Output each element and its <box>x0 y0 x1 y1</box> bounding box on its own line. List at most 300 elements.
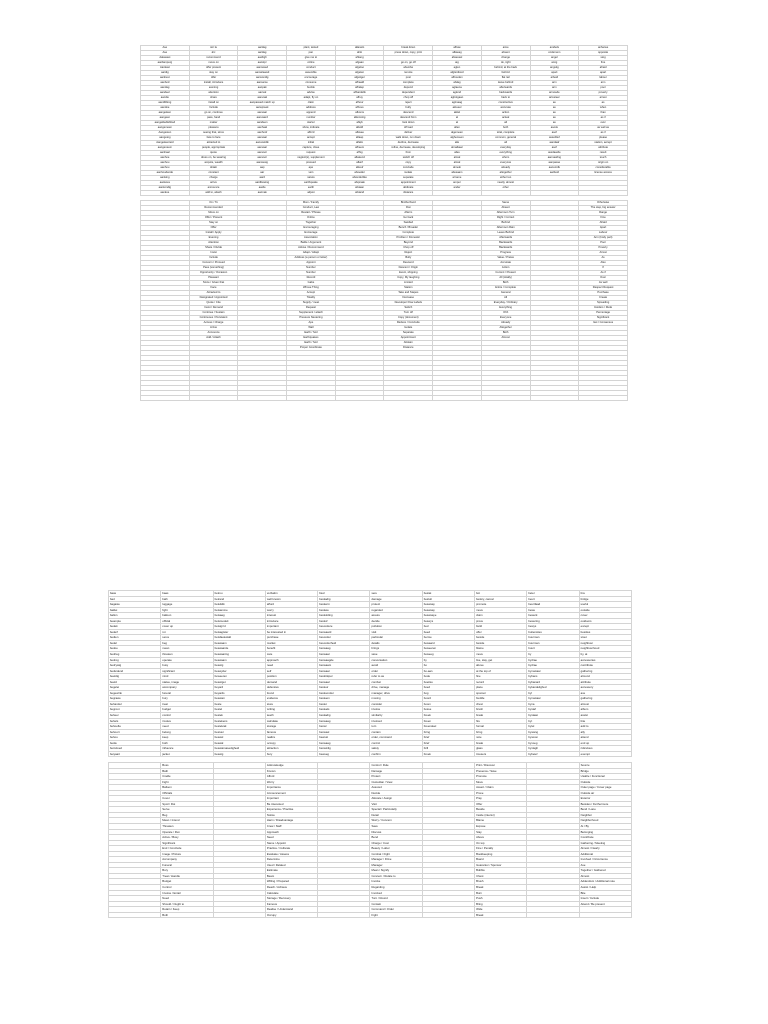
word-cell: al <box>433 121 482 126</box>
word-cell: sere <box>370 591 422 597</box>
gloss-cell <box>579 912 631 918</box>
word-cell: distance <box>384 191 433 196</box>
word-cell: share <box>189 96 238 101</box>
word-cell: poverty <box>579 91 628 96</box>
word-cell: introduce <box>265 618 317 624</box>
word-cell: aanbest <box>141 76 190 81</box>
word-cell: bytel <box>527 724 579 730</box>
gloss-cell: Poverty <box>579 246 628 251</box>
word-cell: initial <box>287 141 336 146</box>
gloss-cell: Afterwards <box>481 236 530 241</box>
word-cell: byna <box>527 701 579 707</box>
word-cell: outside <box>579 607 631 613</box>
gloss-cell: Purchase <box>579 291 628 296</box>
word-cell: altesaam <box>433 171 482 176</box>
word-cell: mind <box>161 674 213 680</box>
gloss-cell: Wall <box>287 326 336 331</box>
word-cell: bo-aan <box>422 668 474 674</box>
word-cell: Aangeleenteid <box>141 141 190 146</box>
word-cell: visit <box>370 629 422 635</box>
gloss-cell: Earthquakes <box>287 336 336 341</box>
word-cell: afhig <box>335 151 384 156</box>
word-cell: aarmak <box>238 191 287 196</box>
gloss-cell: Break <box>475 912 527 918</box>
word-cell: beide <box>109 740 161 746</box>
word-cell: aarbeid <box>530 171 579 176</box>
word-cell: apart <box>530 71 579 76</box>
gloss-cell <box>527 912 579 918</box>
word-cell: off load <box>384 126 433 131</box>
gloss-cell: Quote / Cite <box>189 301 238 306</box>
gloss-cell: Descent / Origin <box>384 266 433 271</box>
word-cell: aanvaard <box>238 116 287 121</box>
word-cell: people, appropriate <box>189 146 238 151</box>
word-cell: refine, decrease, developing <box>384 146 433 151</box>
word-cell: damage <box>370 596 422 602</box>
gloss-cell: Funeral <box>161 862 213 868</box>
gloss-cell: Source <box>579 762 631 768</box>
word-cell: either too <box>481 176 530 181</box>
word-cell: ärc <box>189 51 238 56</box>
word-cell: control <box>370 740 422 746</box>
word-cell: turn <box>370 724 422 730</box>
word-cell: moving <box>370 696 422 702</box>
word-cell: bode <box>422 674 474 680</box>
word-cell: number <box>287 116 336 121</box>
word-cell: boeitsu <box>422 679 474 685</box>
word-cell: as <box>579 101 628 106</box>
word-cell: aglrolgaan <box>433 96 482 101</box>
word-cell: byvoeg <box>527 740 579 746</box>
word-cell: ansbels <box>530 46 579 51</box>
gloss-cell: Absent <box>481 206 530 211</box>
gloss-cell: Involved / Occurrence <box>579 857 631 863</box>
gloss-cell: Number <box>287 266 336 271</box>
word-cell: labour <box>579 76 628 81</box>
gloss-cell: Bend / Lane <box>579 807 631 813</box>
word-cell: aanhou <box>141 166 190 171</box>
gloss-cell: Continuous / Persistent <box>189 316 238 321</box>
gloss-cell: Allocate / Assign <box>370 796 422 802</box>
word-cell: be interested in <box>265 629 317 635</box>
word-cell: beampte <box>109 618 161 624</box>
word-cell: move <box>475 607 527 613</box>
gloss-cell: Move <box>475 779 527 785</box>
word-cell: beswaag <box>318 740 370 746</box>
word-cell: ballon <box>109 613 161 619</box>
gloss-cell: Custodian / View <box>370 779 422 785</box>
word-cell: constant <box>189 171 238 176</box>
word-cell: protect <box>370 602 422 608</box>
word-cell: Aakasset <box>141 56 190 61</box>
word-cell: outdoors <box>579 618 631 624</box>
gloss-cell: Record <box>287 276 336 281</box>
gloss-cell: Chop off <box>384 246 433 251</box>
gloss-cell: Attention <box>189 241 238 246</box>
word-cell: all <box>481 141 530 146</box>
word-cell: calculate <box>265 718 317 724</box>
word-cell: bridge <box>579 596 631 602</box>
gloss-cell: Assured <box>370 785 422 791</box>
word-cell: leave behind <box>481 81 530 86</box>
gloss-cell: Arrest <box>579 251 628 256</box>
word-cell: aime <box>481 46 530 51</box>
word-cell: other <box>481 186 530 191</box>
word-cell: claim <box>287 101 336 106</box>
word-cell: avoid <box>370 663 422 669</box>
word-cell: writing <box>265 707 317 713</box>
word-cell: operate <box>161 657 213 663</box>
word-cell: aanval <box>238 91 287 96</box>
word-cell: baas <box>109 591 161 597</box>
gloss-cell: Outer page / Cover page <box>579 785 631 791</box>
word-cell: afkoms <box>335 111 384 116</box>
word-cell: ahlo <box>335 51 384 56</box>
word-cell: allanelo <box>335 46 384 51</box>
gloss-cell: Turn / Round <box>370 896 422 902</box>
gloss-cell: Determine <box>265 857 317 863</box>
word-cell: break down <box>384 46 433 51</box>
word-cell: bed <box>422 624 474 630</box>
word-cell: statue, image <box>161 679 213 685</box>
gloss-cell: Should / Ought to <box>161 901 213 907</box>
word-cell: control <box>161 713 213 719</box>
gloss-cell: Calculate <box>265 890 317 896</box>
gloss-cell: Storage / Recovery <box>265 896 317 902</box>
word-cell: remote <box>384 71 433 76</box>
word-cell: significant <box>161 668 213 674</box>
word-cell: aangeen <box>141 116 190 121</box>
word-cell: beskuf <box>318 618 370 624</box>
word-cell: beside <box>475 635 527 641</box>
word-cell: beyard <box>213 685 265 691</box>
word-cell: poor <box>579 86 628 91</box>
word-cell: aarde <box>238 186 287 191</box>
word-cell: aardigh <box>238 56 287 61</box>
word-cell: conduct <box>287 66 336 71</box>
word-cell: as <box>530 116 579 121</box>
gloss-cell: Worry <box>265 779 317 785</box>
gloss-cell: Same <box>481 201 530 206</box>
word-cell: asof <box>530 146 579 151</box>
word-cell: add to <box>579 724 631 730</box>
word-cell: accessory <box>579 685 631 691</box>
word-cell: beiyaart <box>109 751 161 757</box>
word-cell: funeral <box>161 690 213 696</box>
gloss-cell: Spoil / Rot <box>161 801 213 807</box>
word-cell: appointment <box>384 181 433 186</box>
word-cell: afgaan <box>335 61 384 66</box>
gloss-cell: Significant <box>161 840 213 846</box>
gloss-cell: Bench / Broader <box>384 226 433 231</box>
word-cell: belong <box>161 729 213 735</box>
word-cell: al tame <box>433 176 482 181</box>
word-cell: above <box>475 663 527 669</box>
word-cell: axe <box>579 690 631 696</box>
word-cell: ondernem <box>530 51 579 56</box>
word-cell: beswaagde <box>318 657 370 663</box>
gloss-cell: Axe <box>579 862 631 868</box>
word-cell: beinvloed <box>109 746 161 752</box>
word-cell: boord <box>422 696 474 702</box>
word-cell: safety <box>370 746 422 752</box>
gloss-cell: At / By <box>579 823 631 829</box>
word-cell: offer present <box>189 66 238 71</box>
word-cell: at the top of <box>475 668 527 674</box>
word-cell: aandag <box>141 86 190 91</box>
word-cell: accompany <box>161 685 213 691</box>
word-cell: whom <box>481 156 530 161</box>
word-cell: beswaar <box>318 668 370 674</box>
word-cell: afwessel <box>433 56 482 61</box>
word-cell: consume <box>287 81 336 86</box>
word-cell: beswaag <box>318 718 370 724</box>
gloss-cell: Acknowledge <box>265 762 317 768</box>
gloss-cell: Ohh <box>481 311 530 316</box>
word-cell: almal <box>433 156 482 161</box>
word-cell: almalkaar <box>433 146 482 151</box>
gloss-cell: Brotherhood <box>384 201 433 206</box>
word-cell: aanhou <box>141 161 190 166</box>
word-cell: beswaimasedigheid <box>213 746 265 752</box>
word-cell: bewering <box>527 618 579 624</box>
word-cell: deliver <box>384 131 433 136</box>
word-cell: beyards <box>213 690 265 696</box>
gloss-cell: Online <box>287 216 336 221</box>
word-cell: bymekaar <box>527 668 579 674</box>
word-cell: beskoonder <box>318 690 370 696</box>
word-cell: bring <box>422 729 474 735</box>
word-cell: aandie <box>141 96 190 101</box>
word-cell: buurman <box>527 640 579 646</box>
word-cell: begewink <box>109 690 161 696</box>
word-cell: betsfaelestalt <box>213 635 265 641</box>
gloss-cell: Stay on <box>189 221 238 226</box>
word-cell: aankondig <box>141 186 190 191</box>
word-cell: aap <box>238 166 287 171</box>
word-cell: demand <box>265 679 317 685</box>
word-cell: afterwards <box>481 86 530 91</box>
word-cell: besides <box>579 629 631 635</box>
gloss-cell: Advise / Recommend <box>287 246 336 251</box>
word-cell: mean <box>161 646 213 652</box>
word-cell: album <box>579 707 631 713</box>
word-cell: chop off <box>384 96 433 101</box>
word-cell: offer <box>189 76 238 81</box>
word-cell: afhalep <box>335 86 384 91</box>
gloss-cell: Decide <box>370 790 422 796</box>
gloss-cell: Special / Particularly <box>370 807 422 813</box>
word-cell: useful <box>579 602 631 608</box>
word-cell: bedek <box>109 624 161 630</box>
gloss-cell: Estimate <box>265 868 317 874</box>
word-cell: by <box>527 652 579 658</box>
gloss-cell: Encourage <box>287 231 336 236</box>
word-cell: bestel <box>213 707 265 713</box>
gloss-cell: Designated / Appointed <box>189 296 238 301</box>
word-cell: pan <box>287 51 336 56</box>
word-cell: evening <box>189 86 238 91</box>
gloss-cell: As if <box>579 271 628 276</box>
word-cell: aanvaar <box>238 146 287 151</box>
gloss-cell: Separate <box>384 331 433 336</box>
gloss-cell: Percentage <box>579 311 628 316</box>
word-cell: sponsor <box>475 690 527 696</box>
gloss-cell: Neighbor <box>579 812 631 818</box>
gloss-cell: Restart / Phrase <box>287 211 336 216</box>
word-cell: bymekaar <box>527 696 579 702</box>
gloss-cell: As well <box>579 281 628 286</box>
word-cell: bykandelighed <box>527 685 579 691</box>
gloss-cell: Offer / Present <box>189 216 238 221</box>
word-cell: aangemeen <box>141 126 190 131</box>
word-cell: switch off <box>384 156 433 161</box>
gloss-cell: Used / Related <box>265 862 317 868</box>
gloss-cell: Wide <box>475 907 527 913</box>
gloss-cell: Evaluate / Assess <box>265 851 317 857</box>
word-cell: aanpassed match up <box>238 101 287 106</box>
word-cell: aglen <box>433 66 482 71</box>
word-cell: arm <box>530 81 579 86</box>
gloss-cell: Announce <box>189 331 238 336</box>
gloss-cell: Apart <box>579 226 628 231</box>
word-cell: obtain <box>189 166 238 171</box>
gloss-cell: Crew / Staff <box>265 823 317 829</box>
gloss-cell: Backwards <box>481 241 530 246</box>
gloss-cell: Manager <box>370 862 422 868</box>
word-cell: opposite <box>579 51 628 56</box>
gloss-cell: Combat / Fight <box>370 851 422 857</box>
word-cell: bewust <box>318 735 370 741</box>
word-cell: beweeg <box>422 652 474 658</box>
gloss-cell: Supplement / attach <box>287 311 336 316</box>
gloss-cell: Include <box>189 256 238 261</box>
word-cell: need <box>161 724 213 730</box>
word-cell: ally <box>579 729 631 735</box>
word-cell: afford <box>265 602 317 608</box>
word-cell: broek <box>422 751 474 757</box>
word-cell: asseblief <box>530 136 579 141</box>
gloss-cell: Switch <box>384 306 433 311</box>
word-cell: claim <box>475 613 527 619</box>
word-cell: aandeel <box>141 91 190 96</box>
word-cell: beskry, cancel <box>475 596 527 602</box>
gloss-cell: Descend <box>384 261 433 266</box>
word-cell: aktueel <box>433 106 482 111</box>
word-cell: aangeleen <box>141 111 190 116</box>
word-cell: aanslpr <box>238 61 287 66</box>
word-cell: announce <box>189 186 238 191</box>
word-cell: beduidend <box>109 668 161 674</box>
word-cell: besondere <box>318 624 370 630</box>
word-cell: beswyder <box>213 668 265 674</box>
word-cell: behels <box>109 718 161 724</box>
word-cell: beside <box>475 640 527 646</box>
word-cell: go on, continue <box>189 111 238 116</box>
gloss-cell: Afford <box>265 774 317 780</box>
word-cell: aanhaal <box>238 126 287 131</box>
gloss-cell: Association <box>287 236 336 241</box>
word-cell: brush <box>475 707 527 713</box>
word-cell: earthquake <box>287 181 336 186</box>
gloss-cell: Be interested <box>265 801 317 807</box>
word-cell: byvlagh <box>527 746 579 752</box>
word-cell: prove <box>475 618 527 624</box>
word-cell: byl <box>527 690 579 696</box>
word-cell: brief <box>422 740 474 746</box>
word-cell: exempt <box>579 751 631 757</box>
word-cell: aanhoof <box>238 131 287 136</box>
word-cell: betsign'd <box>213 624 265 630</box>
word-cell: neighbour <box>579 640 631 646</box>
gloss-cell: Expose <box>475 823 527 829</box>
gloss-cell: Altogether <box>481 326 530 331</box>
word-cell: aangekledlebbed <box>141 121 190 126</box>
word-cell: beswaay <box>422 602 474 608</box>
gloss-cell: Everyone <box>481 316 530 321</box>
gloss-cell: Beauty / Label <box>370 846 422 852</box>
word-cell: aannaafing <box>530 156 579 161</box>
word-cell: bestek <box>213 713 265 719</box>
word-cell: break <box>475 740 527 746</box>
gloss-cell: Also <box>579 261 628 266</box>
word-cell: behind <box>481 71 530 76</box>
word-cell: arrive <box>189 181 238 186</box>
word-cell: offer <box>475 629 527 635</box>
word-cell: buurt <box>527 646 579 652</box>
word-cell: begelei <box>109 685 161 691</box>
gloss-cell: Concern / Proceed <box>189 261 238 266</box>
word-cell: touch <box>579 156 628 161</box>
word-cell: add to, attach <box>189 191 238 196</box>
gloss-cell: Need <box>161 896 213 902</box>
word-cell: both <box>161 740 213 746</box>
word-cell: aflalm <box>335 141 384 146</box>
word-cell: buitensites <box>527 629 579 635</box>
gloss-cell: Range <box>579 211 628 216</box>
gloss-cell: Action <box>481 266 530 271</box>
gloss-cell: Pressure Neutering <box>287 316 336 321</box>
word-cell: as <box>530 106 579 111</box>
word-cell: as if <box>579 116 628 121</box>
gloss-cell: Need <box>265 835 317 841</box>
word-cell: beswaam <box>213 657 265 663</box>
gloss-cell: Go back <box>384 216 433 221</box>
gloss-cell: Bully <box>384 256 433 261</box>
gloss-cell: Notice <box>265 812 317 818</box>
word-cell: beswinlig <box>318 746 370 752</box>
gloss-cell: Threaten <box>161 823 213 829</box>
word-cell: aanhoudende <box>141 171 190 176</box>
word-cell: beweeren <box>422 646 474 652</box>
gloss-cell: Supply / meet <box>287 301 336 306</box>
gloss-cell: Afterm <box>384 211 433 216</box>
gloss-cell: Backwards <box>481 246 530 251</box>
gloss-cell: Mom / Family <box>287 201 336 206</box>
gloss-cell: Mean / Intend <box>161 818 213 824</box>
word-cell: fine <box>579 61 628 66</box>
word-cell: breek <box>422 713 474 719</box>
gloss-cell: Access / Charge <box>189 321 238 326</box>
gloss-cell: Proper Coordinate <box>287 346 336 351</box>
word-cell: aanvaal <box>238 96 287 101</box>
gloss-cell: Addendum / Additional note <box>579 879 631 885</box>
word-cell: breen <box>422 718 474 724</box>
word-cell: bewerk <box>527 613 579 619</box>
word-cell: almal <box>433 161 482 166</box>
gloss-cell: Gathering / Meeting <box>579 840 631 846</box>
blank-row <box>141 396 628 401</box>
